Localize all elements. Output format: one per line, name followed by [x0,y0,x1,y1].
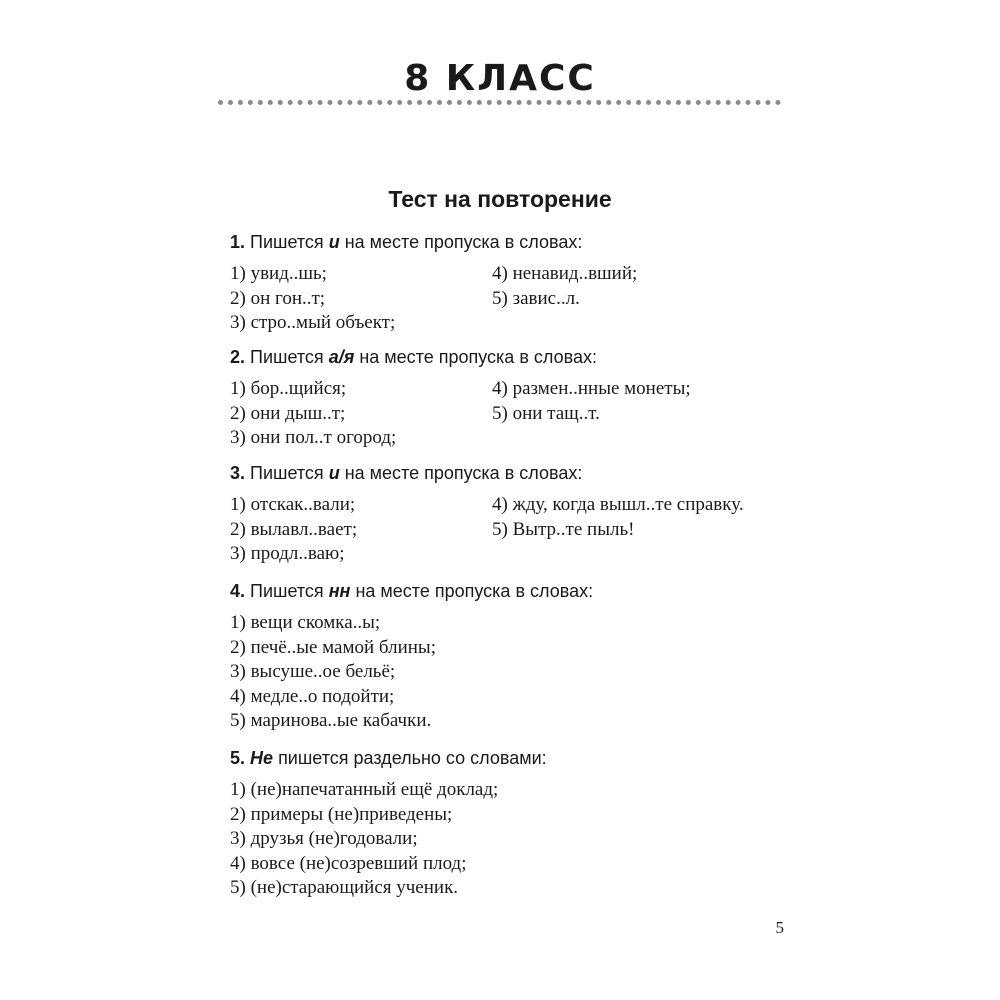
task-3-question [230,462,790,484]
task-number: 1. [230,232,246,252]
task-question-key: Не [250,748,274,768]
option: 5) они тащ..т. [492,402,600,424]
option: 4) жду, когда вышл..те справку. [492,494,744,515]
option: 4) ненавид..вший; [492,263,638,284]
option: 3) стро..мый объект; [230,312,396,333]
task-number: 3. [230,463,246,483]
task-question-post: на месте пропуска в словах: [359,347,597,367]
task-question-key: нн [328,581,351,601]
chapter-title: 8 КЛАСС [404,58,596,99]
task-question-key: и [328,463,340,483]
option: 4) размен..нные монеты; [492,378,691,399]
task-1 [230,231,790,336]
task-question-post: пишется раздельно со словами: [278,748,547,768]
task-5-options [230,778,790,901]
option: 3) друзья (не)годовали; [230,828,418,849]
task-question-post: на месте пропуска в словах: [355,581,594,601]
option: 2) вылавл..вает; [230,518,358,540]
option: 2) они дыш..т; [230,402,346,424]
dotted-divider [218,100,781,105]
task-4 [230,580,790,734]
task-question-post: на месте пропуска в словах: [344,463,583,483]
task-question-key: а/я [328,347,355,367]
task-3-options [230,493,790,567]
page-number: 5 [775,918,784,937]
task-number: 5. [230,748,246,768]
task-question-pre: Пишется [250,232,324,252]
task-question-post: на месте пропуска в словах: [344,232,583,252]
option: 1) увид..шь; [230,263,327,284]
option: 2) он гон..т; [230,287,326,309]
task-question-key: и [328,232,340,252]
task-1-question [230,231,790,253]
option: 5) Вытр..те пыль! [492,518,635,540]
option: 1) бор..щийся; [230,378,347,399]
task-5 [230,747,790,901]
option: 4) вовсе (не)созревший плод; [230,852,467,874]
option: 3) высуше..ое бельё; [230,661,396,682]
task-3 [230,462,790,567]
task-5-question [230,747,790,769]
option: 3) они пол..т огород; [230,427,397,448]
task-4-options [230,611,790,734]
option: 1) отскак..вали; [230,494,356,515]
task-1-options [230,262,790,336]
task-2-options [230,377,790,451]
option: 1) (не)напечатанный ещё доклад; [230,779,499,800]
test-title: Тест на повторение [388,186,612,212]
option: 1) вещи скомка..ы; [230,612,381,633]
task-question-pre: Пишется [250,347,324,367]
option: 3) продл..ваю; [230,543,345,564]
option: 5) (не)старающийся ученик. [230,877,459,898]
option: 4) медле..о подойти; [230,685,395,707]
task-4-question [230,580,790,602]
option: 5) маринова..ые кабачки. [230,710,432,731]
task-question-pre: Пишется [250,463,324,483]
option: 2) печё..ые мамой блины; [230,636,436,658]
task-number: 4. [230,581,246,601]
option: 2) примеры (не)приведены; [230,803,453,825]
task-number: 2. [230,347,246,367]
task-2 [230,346,790,451]
task-question-pre: Пишется [250,581,324,601]
task-2-question [230,346,790,368]
option: 5) завис..л. [492,287,580,309]
